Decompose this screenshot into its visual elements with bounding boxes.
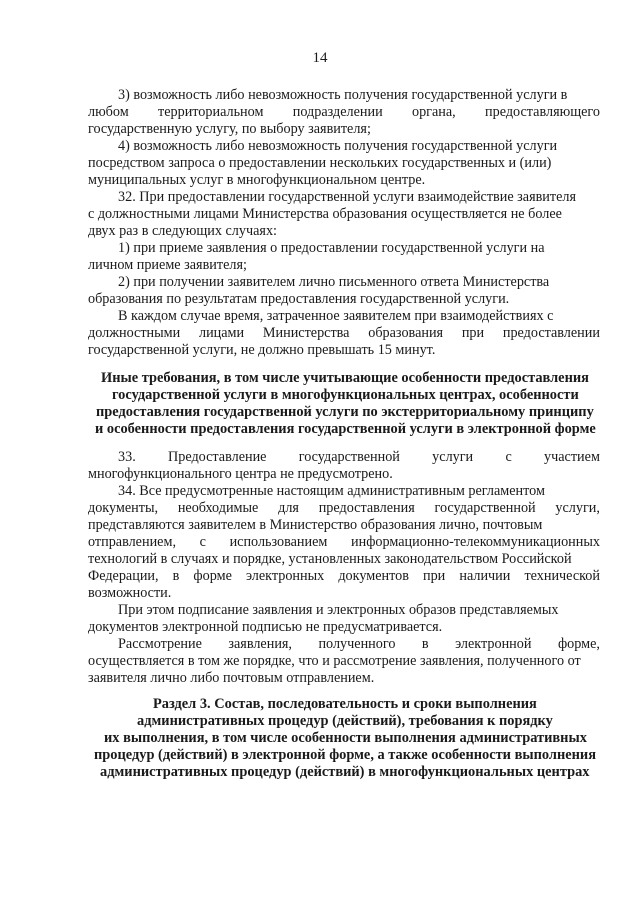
text-line: муниципальных услуг в многофункциональном центре. xyxy=(88,172,426,188)
text-line: Федерации, в форме электронных документов при наличии технической xyxy=(88,568,600,584)
text-line: должностными лицами Министерства образования при предоставлении xyxy=(88,325,600,341)
text-line: возможности. xyxy=(88,585,172,601)
text-line: образования по результатам предоставления государственной услуги. xyxy=(88,291,510,307)
text-line: 3) возможность либо невозможность получения государственной услуги в xyxy=(118,87,568,103)
text-line: посредством запроса о предоставлении нескольких государственных и (или) xyxy=(88,155,552,171)
text-line: представляются заявителем в Министерство образования лично, почтовым xyxy=(88,517,543,533)
text-line: 33. Предоставление государственной услуги с участием xyxy=(118,449,600,465)
text-line: 32. При предоставлении государственной услуги взаимодействие заявителя xyxy=(118,189,577,205)
section-heading-line: Раздел 3. Состав, последовательность и сроки выполнения xyxy=(153,696,537,712)
text-line: двух раз в следующих случаях: xyxy=(88,223,277,239)
text-line: документы, необходимые для предоставления государственной услуги, xyxy=(88,500,600,516)
section-heading-line: их выполнения, в том числе особенности выполнения административных xyxy=(104,730,587,746)
text-line: государственной услуги, не должно превышать 15 минут. xyxy=(88,342,436,358)
text-line: документов электронной подписью не предусматривается. xyxy=(88,619,443,635)
text-line: 34. Все предусмотренные настоящим административным регламентом xyxy=(118,483,545,499)
section-heading-line: государственной услуги в многофункциональных центрах, особенности xyxy=(112,387,579,403)
text-line: В каждом случае время, затраченное заявителем при взаимодействиях с xyxy=(118,308,554,324)
section-heading-line: административных процедур (действий) в многофункциональных центрах xyxy=(100,764,590,780)
text-line: многофункционального центра не предусмотрено. xyxy=(88,466,393,482)
text-line: с должностными лицами Министерства образования осуществляется не более xyxy=(88,206,562,222)
text-line: 2) при получении заявителем лично письменного ответа Министерства xyxy=(118,274,550,290)
text-line: заявителя лично либо почтовым отправлением. xyxy=(88,670,375,686)
text-line: технологий в случаях и порядке, установленных законодательством Российской xyxy=(88,551,572,567)
text-line: государственную услугу, по выбору заявителя; xyxy=(88,121,371,137)
section-heading-line: процедур (действий) в электронной форме, а также особенности выполнения xyxy=(94,747,596,763)
text-line: личном приеме заявителя; xyxy=(88,257,247,273)
text-line: 1) при приеме заявления о предоставлении государственной услуги на xyxy=(118,240,545,256)
text-line: осуществляется в том же порядке, что и рассмотрение заявления, полученного от xyxy=(88,653,581,669)
section-heading-line: и особенности предоставления государственной услуги в электронной форме xyxy=(95,421,596,437)
section-heading-line: административных процедур (действий), требования к порядку xyxy=(137,713,553,729)
section-heading-line: предоставления государственной услуги по экстерриториальному принципу xyxy=(96,404,594,420)
text-line: Рассмотрение заявления, полученного в электронной форме, xyxy=(118,636,600,652)
page-number: 14 xyxy=(312,50,328,66)
text-line: отправлением, с использованием информационно-телекоммуникационных xyxy=(88,534,600,550)
text-line: 4) возможность либо невозможность получения государственной услуги xyxy=(118,138,558,154)
section-heading-line: Иные требования, в том числе учитывающие особенности предоставления xyxy=(101,370,589,386)
text-line: При этом подписание заявления и электронных образов представляемых xyxy=(118,602,559,618)
text-line: любом территориальном подразделении органа, предоставляющего xyxy=(88,104,600,120)
